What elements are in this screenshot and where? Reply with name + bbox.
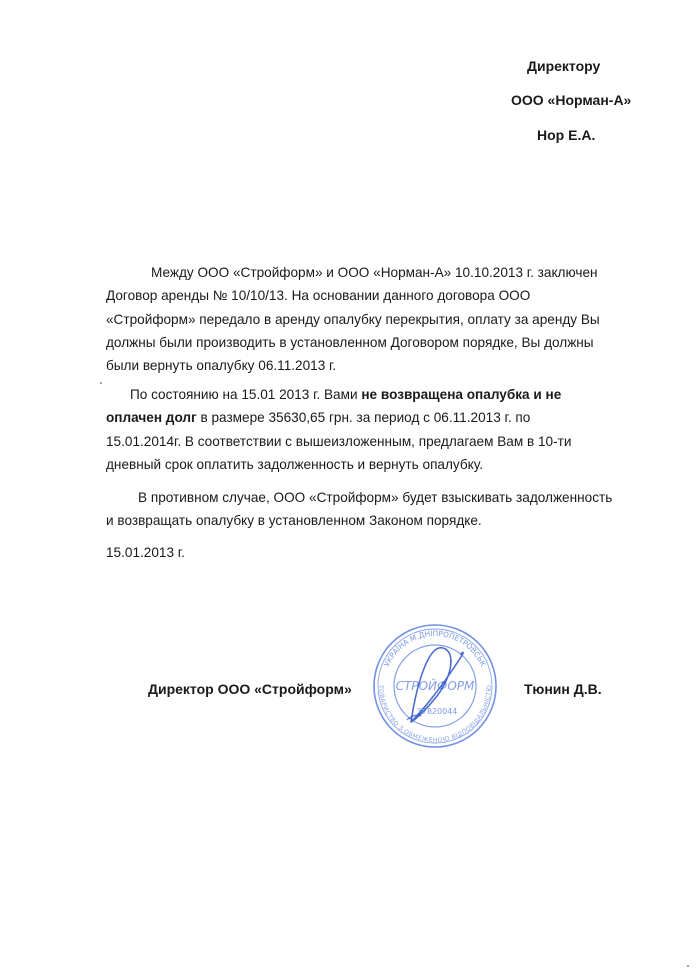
- paragraph-line: По состоянию на 15.01 2013 г. Вами не возвращена опалубка и не: [130, 387, 562, 402]
- paragraph-line: 15.01.2014г. В соответствии с вышеизложенным, предлагаем Вам в 10-ти: [106, 433, 572, 449]
- paragraph-line: дневный срок оплатить задолженность и вернуть опалубку.: [106, 456, 483, 472]
- paragraph-warning: [106, 486, 662, 533]
- paragraph-line: Между ООО «Стройформ» и ООО «Норман-А» 10.10.2013 г. заключен: [151, 265, 598, 280]
- svg-text:УКРАЇНА М.ДНІПРОПЕТРОВСЬК: УКРАЇНА М.ДНІПРОПЕТРОВСЬК: [382, 628, 488, 669]
- paragraph-line: должны были производить в установленном Договором порядке, Вы должны: [106, 334, 594, 350]
- addressee-company: ООО «Норман-А»: [511, 92, 632, 108]
- paragraph-line: В противном случае, ООО «Стройформ» будет взыскивать задолженность: [138, 490, 613, 505]
- letter-date: 15.01.2013 г.: [106, 545, 185, 560]
- paragraph-line: «Стройформ» передало в аренду опалубку перекрытия, оплату за аренду Вы: [106, 311, 600, 327]
- company-stamp: [371, 622, 499, 750]
- scan-speck: [687, 965, 689, 967]
- addressee-title: Директору: [527, 58, 601, 74]
- paragraph-debt: [106, 383, 662, 476]
- paragraph-line: Договор аренды № 10/10/13. На основании данного договора ООО: [106, 288, 531, 304]
- emphasis-text: не возвращена опалубка и не: [361, 387, 562, 402]
- signatory-name: Тюнин Д.В.: [524, 681, 602, 697]
- svg-text:37820044: 37820044: [416, 707, 458, 716]
- signatory-position: Директор ООО «Стройформ»: [148, 681, 352, 697]
- paragraph-line: были вернуть опалубку 06.11.2013 г.: [106, 358, 337, 374]
- scan-speck: [100, 382, 102, 384]
- paragraph-line: оплачен долг в размере 35630,65 грн. за период с 06.11.2013 г. по: [106, 410, 531, 426]
- paragraph-contract: [106, 261, 662, 377]
- svg-text:СТРОЙФОРМ: СТРОЙФОРМ: [395, 679, 475, 693]
- paragraph-line: и возвращать опалубку в установленном Законом порядке.: [106, 513, 482, 529]
- svg-text:ТОВАРИСТВО З ОБМЕЖЕНОЮ ВІДПОВІ: ТОВАРИСТВО З ОБМЕЖЕНОЮ ВІДПОВІДАЛЬНІСТЮ: [376, 684, 494, 745]
- addressee-name: Нор Е.А.: [537, 127, 596, 143]
- emphasis-text: оплачен долг: [106, 410, 197, 426]
